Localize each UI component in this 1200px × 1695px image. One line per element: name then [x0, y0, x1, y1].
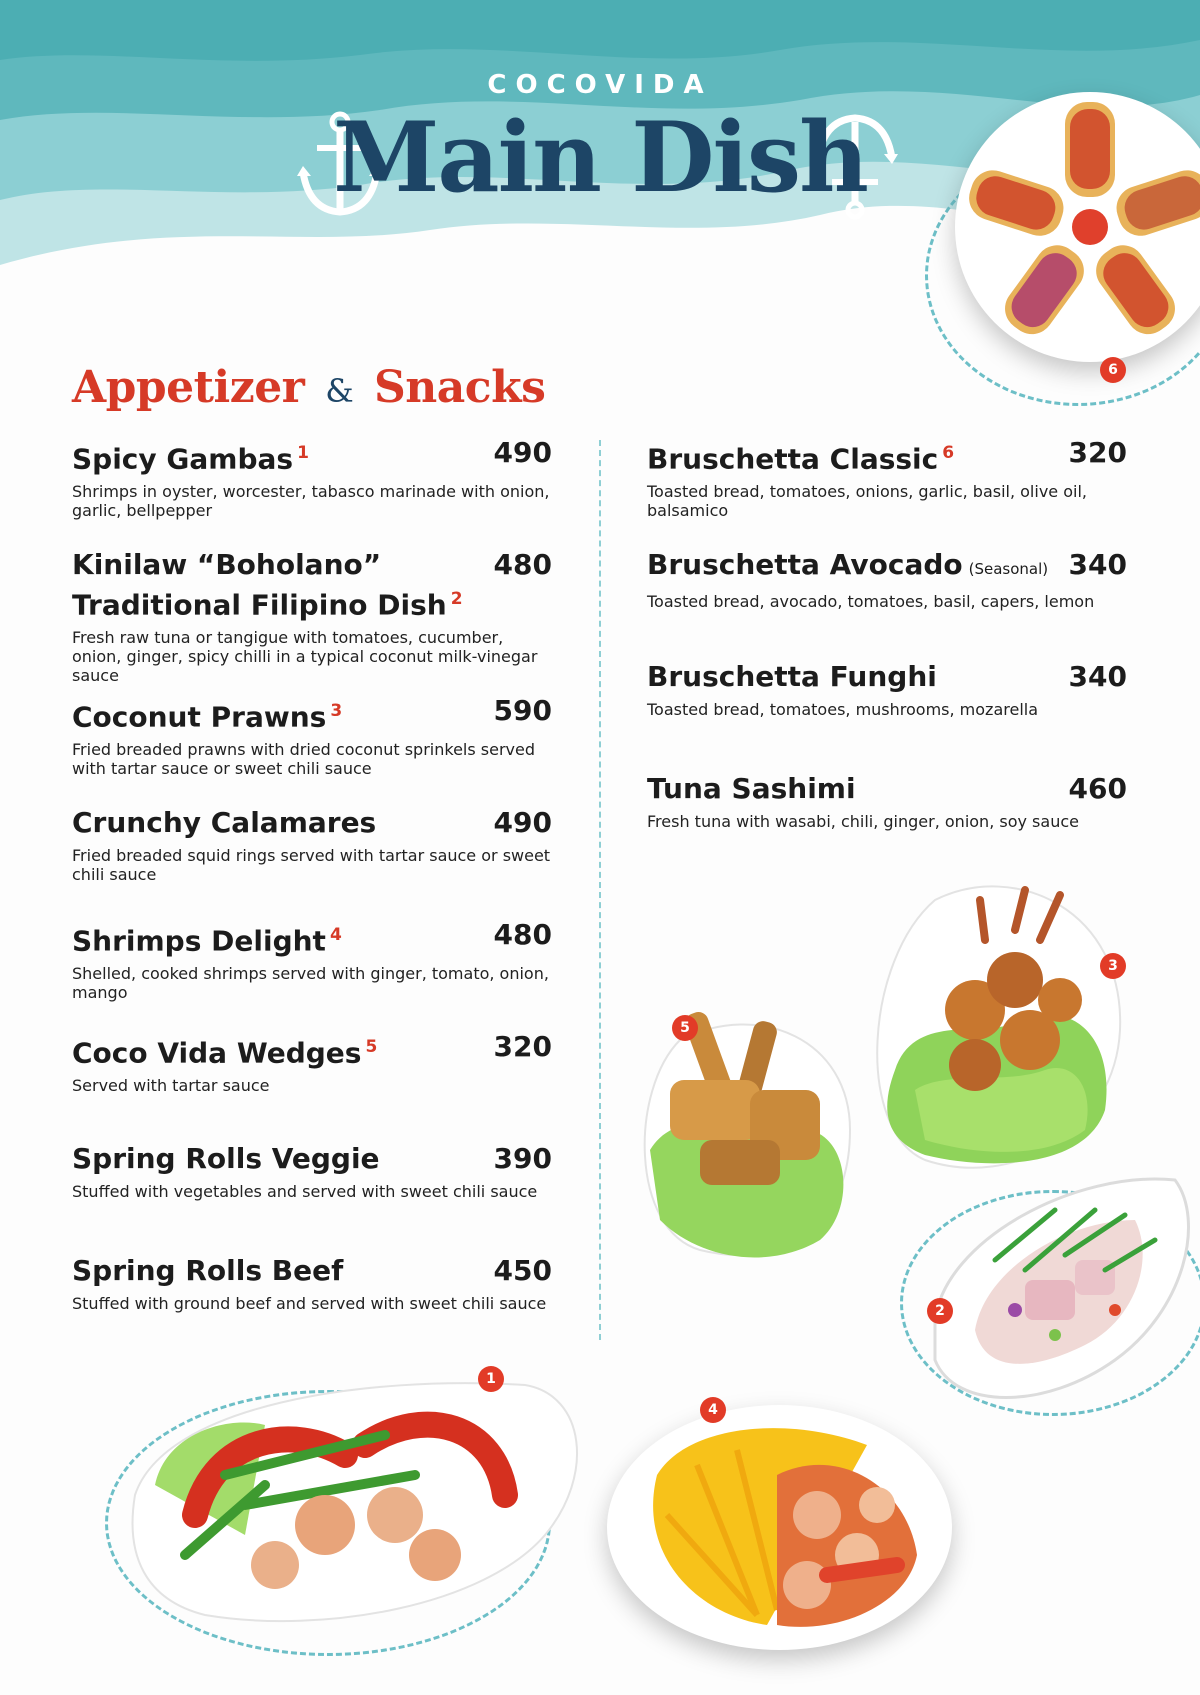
shrimps-delight-plate: [607, 1405, 952, 1650]
item-description: Stuffed with vegetables and served with sweet chili sauce: [72, 1182, 538, 1201]
menu-item-tuna-sashimi: [647, 772, 1127, 831]
item-note: (Seasonal): [968, 560, 1049, 578]
item-description: Toasted bread, tomatoes, mushrooms, mozarella: [647, 700, 1039, 719]
item-price: 320: [1068, 436, 1127, 469]
item-name: Spicy Gambas $^1$: [72, 442, 309, 476]
brand-name: COCOVIDA: [487, 70, 713, 100]
item-description: Fresh tuna with wasabi, chili, ginger, onion, soy sauce: [647, 812, 1079, 831]
item-ref: 4: [329, 925, 342, 945]
photo-badge: 6: [1100, 357, 1126, 383]
item-name: Bruschetta Avocado (Seasonal): [647, 548, 1049, 581]
spicy-gambas-food-icon: [125, 1365, 585, 1635]
item-name: Crunchy Calamares: [72, 806, 377, 839]
item-price: 340: [1068, 660, 1127, 693]
photo-badge: 2: [927, 1298, 953, 1324]
item-ref: 3: [330, 701, 343, 721]
item-price: 490: [493, 806, 552, 839]
item-price: 320: [493, 1030, 552, 1063]
item-price: 590: [493, 694, 552, 727]
photo-badge: 3: [1100, 953, 1126, 979]
menu-item-kinilaw: [72, 548, 552, 685]
photo-badge: 1: [478, 1366, 504, 1392]
item-price: 480: [493, 918, 552, 951]
item-name: Tuna Sashimi: [647, 772, 856, 805]
item-name: Shrimps Delight $^4$: [72, 924, 342, 958]
item-description: Stuffed with ground beef and served with sweet chili sauce: [72, 1294, 547, 1313]
menu-item-coco-vida-wedges: [72, 1030, 552, 1095]
item-description: Shelled, cooked shrimps served with ginger, tomato, onion, mango: [72, 964, 549, 1003]
photo-badge: 4: [700, 1397, 726, 1423]
menu-item-shrimps-delight: [72, 918, 552, 1002]
kinilaw-food-icon: [915, 1160, 1195, 1410]
item-name: Spring Rolls Beef: [72, 1254, 344, 1287]
section-title: [72, 362, 545, 413]
menu-item-spring-rolls-veggie: [72, 1142, 552, 1201]
item-description: Fried breaded squid rings served with tartar sauce or sweet chili sauce: [72, 846, 551, 884]
item-name: Bruschetta Classic $^6$: [647, 442, 955, 476]
item-price: 450: [493, 1254, 552, 1287]
coconut-prawns-food-icon: [865, 870, 1135, 1180]
section-title-part2: Snacks: [374, 362, 546, 413]
section-title-part1: Appetizer: [72, 362, 305, 413]
item-name: Bruschetta Funghi: [647, 660, 937, 693]
menu-item-spicy-gambas: [72, 436, 552, 520]
menu-item-bruschetta-classic: [647, 436, 1127, 520]
item-price: 390: [493, 1142, 552, 1175]
item-name: Spring Rolls Veggie: [72, 1142, 380, 1175]
photo-badge: 5: [672, 1015, 698, 1041]
item-name: Kinilaw “Boholano” Traditional Filipino Dish $^2$: [72, 548, 463, 622]
item-description: Fried breaded prawns with dried coconut sprinkels served with tartar sauce or sweet chili sauce: [72, 740, 536, 779]
menu-item-bruschetta-funghi: [647, 660, 1127, 719]
item-description: Fresh raw tuna or tangigue with tomatoes, cucumber, onion, ginger, spicy chilli in a typical coconut milk-vinegar sauce: [72, 628, 538, 686]
item-ref: 2: [450, 589, 463, 609]
menu-item-bruschetta-avocado: [647, 548, 1127, 611]
menu-item-coconut-prawns: [72, 694, 552, 778]
item-description: Toasted bread, tomatoes, onions, garlic, basil, olive oil, balsamico: [647, 482, 1087, 521]
item-ref: 6: [942, 443, 955, 463]
item-ref: 5: [365, 1037, 378, 1057]
bruschetta-plate: [955, 92, 1200, 362]
item-description: Served with tartar sauce: [72, 1076, 270, 1096]
item-description: Toasted bread, avocado, tomatoes, basil, capers, lemon: [647, 592, 1095, 611]
item-ref: 1: [297, 443, 309, 463]
section-title-amp: &: [325, 372, 354, 410]
item-description: Shrimps in oyster, worcester, tabasco marinade with onion, garlic, bellpepper: [72, 482, 550, 521]
menu-item-spring-rolls-beef: [72, 1254, 552, 1313]
item-name: Coconut Prawns $^3$: [72, 700, 343, 734]
item-price: 480: [493, 548, 552, 581]
shrimps-delight-food-icon: [607, 1405, 952, 1650]
bruschetta-food-icon: [955, 92, 1200, 362]
item-name: Coco Vida Wedges $^5$: [72, 1036, 378, 1070]
menu-item-crunchy-calamares: [72, 806, 552, 884]
page-title: Main Dish: [333, 101, 867, 214]
item-price: 340: [1068, 548, 1127, 581]
item-price: 490: [493, 436, 552, 469]
column-divider: [599, 440, 601, 1340]
item-price: 460: [1068, 772, 1127, 805]
